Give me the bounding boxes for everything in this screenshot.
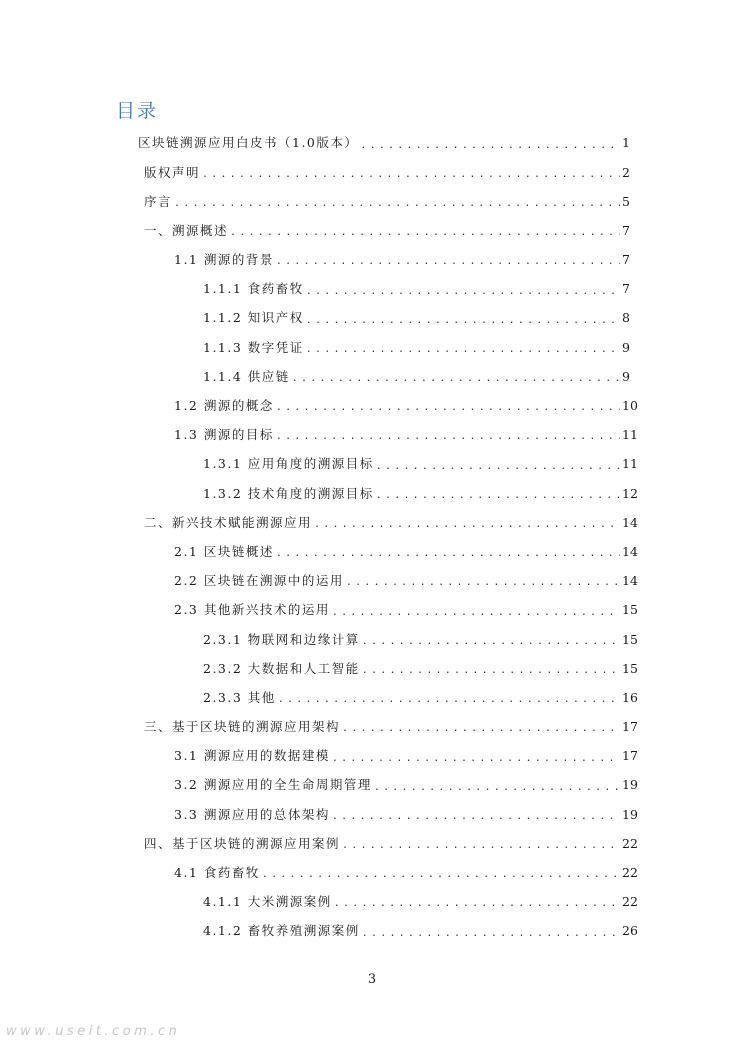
toc-entry[interactable] xyxy=(0,363,744,392)
toc-entry-page: 14 xyxy=(622,543,638,559)
toc-entry-page: 7 xyxy=(622,252,630,268)
toc-entry-page: 9 xyxy=(622,368,630,384)
toc-entry-page: 19 xyxy=(622,777,638,793)
toc-entry-page: 1 xyxy=(622,135,630,151)
toc-dot-leader xyxy=(306,316,620,326)
toc-entry-page: 7 xyxy=(622,222,630,238)
toc-entry-title: 版权声明 xyxy=(144,164,201,180)
toc-entry-title: 序言 xyxy=(144,193,173,209)
toc-entry-page: 11 xyxy=(622,456,638,472)
toc-entry-page: 22 xyxy=(622,894,638,910)
toc-entry-page: 5 xyxy=(622,193,630,209)
toc-entry[interactable] xyxy=(0,508,744,537)
toc-entry[interactable] xyxy=(0,917,744,946)
toc-dot-leader xyxy=(332,608,620,618)
toc-dot-leader xyxy=(276,403,620,413)
toc-entry-title: 区块链溯源应用白皮书（1.0版本） xyxy=(138,135,359,151)
toc-dot-leader xyxy=(314,520,620,530)
toc-entry-page: 17 xyxy=(622,719,638,735)
toc-dot-leader xyxy=(362,666,620,676)
toc-entry-title: 2.2 区块链在溯源中的运用 xyxy=(174,573,344,589)
toc-dot-leader xyxy=(374,783,620,793)
toc-dot-leader xyxy=(202,170,620,180)
toc-entry-page: 22 xyxy=(622,835,638,851)
toc-list xyxy=(0,129,744,946)
toc-entry-page: 22 xyxy=(622,865,638,881)
toc-entry[interactable] xyxy=(0,859,744,888)
toc-entry[interactable] xyxy=(0,217,744,246)
toc-entry[interactable] xyxy=(0,713,744,742)
toc-entry-page: 8 xyxy=(622,310,630,326)
toc-entry-page: 14 xyxy=(622,514,638,530)
toc-entry[interactable] xyxy=(0,187,744,216)
toc-entry-title: 4.1.1 大米溯源案例 xyxy=(203,894,332,910)
toc-entry-title: 4.1.2 畜牧养殖溯源案例 xyxy=(203,923,360,939)
toc-dot-leader xyxy=(262,870,620,880)
toc-dot-leader xyxy=(334,899,620,909)
toc-entry-page: 2 xyxy=(622,164,630,180)
toc-dot-leader xyxy=(276,257,620,267)
toc-entry-title: 2.3.2 大数据和人工智能 xyxy=(203,660,360,676)
toc-entry-page: 14 xyxy=(622,573,638,589)
toc-dot-leader xyxy=(278,695,620,705)
toc-dot-leader xyxy=(362,637,620,647)
toc-entry-title: 1.1.4 供应链 xyxy=(203,368,290,384)
toc-entry-page: 12 xyxy=(622,485,638,501)
toc-entry-page: 7 xyxy=(622,281,630,297)
toc-entry-page: 10 xyxy=(622,398,638,414)
toc-entry[interactable] xyxy=(0,830,744,859)
toc-entry-title: 一、溯源概述 xyxy=(144,222,229,238)
toc-dot-leader xyxy=(230,228,620,238)
toc-entry[interactable] xyxy=(0,654,744,683)
toc-dot-leader xyxy=(276,432,620,442)
toc-entry-title: 1.2 溯源的概念 xyxy=(174,398,274,414)
toc-dot-leader xyxy=(346,578,620,588)
toc-entry-page: 19 xyxy=(622,806,638,822)
toc-dot-leader xyxy=(376,491,620,501)
toc-entry-page: 17 xyxy=(622,748,638,764)
toc-entry[interactable] xyxy=(0,625,744,654)
toc-entry-page: 15 xyxy=(622,602,638,618)
toc-dot-leader xyxy=(306,345,620,355)
toc-entry-page: 26 xyxy=(622,923,638,939)
toc-entry[interactable] xyxy=(0,304,744,333)
toc-entry-title: 2.3 其他新兴技术的运用 xyxy=(174,602,330,618)
toc-dot-leader xyxy=(332,812,620,822)
toc-entry-title: 三、基于区块链的溯源应用架构 xyxy=(144,719,341,735)
toc-dot-leader xyxy=(342,724,620,734)
toc-entry-page: 15 xyxy=(622,660,638,676)
toc-entry[interactable] xyxy=(0,246,744,275)
toc-entry-title: 2.3.3 其他 xyxy=(203,689,276,705)
toc-entry[interactable] xyxy=(0,479,744,508)
toc-entry[interactable] xyxy=(0,333,744,362)
toc-entry-page: 9 xyxy=(622,339,630,355)
page-number: 3 xyxy=(367,972,377,987)
toc-entry[interactable] xyxy=(0,742,744,771)
toc-entry-title: 2.3.1 物联网和边缘计算 xyxy=(203,631,360,647)
toc-heading: 目录 xyxy=(116,100,159,122)
toc-entry-title: 2.1 区块链概述 xyxy=(174,543,274,559)
toc-entry[interactable] xyxy=(0,596,744,625)
toc-entry[interactable] xyxy=(0,275,744,304)
toc-dot-leader xyxy=(292,374,620,384)
toc-entry-title: 1.1.1 食药畜牧 xyxy=(203,281,304,297)
toc-entry[interactable] xyxy=(0,421,744,450)
toc-entry-title: 1.1 溯源的背景 xyxy=(174,252,274,268)
toc-dot-leader xyxy=(376,462,620,472)
toc-entry-page: 16 xyxy=(622,689,638,705)
toc-entry-title: 1.1.3 数字凭证 xyxy=(203,339,304,355)
toc-dot-leader xyxy=(362,929,620,939)
toc-entry[interactable] xyxy=(0,888,744,917)
toc-entry-title: 1.3 溯源的目标 xyxy=(174,427,274,443)
toc-entry-title: 1.3.2 技术角度的溯源目标 xyxy=(203,485,374,501)
toc-entry-title: 4.1 食药畜牧 xyxy=(174,865,260,881)
toc-entry[interactable] xyxy=(0,158,744,187)
toc-entry-title: 3.1 溯源应用的数据建模 xyxy=(174,748,330,764)
toc-entry-title: 四、基于区块链的溯源应用案例 xyxy=(144,835,341,851)
toc-entry[interactable] xyxy=(0,129,744,158)
toc-entry-title: 3.3 溯源应用的总体架构 xyxy=(174,806,330,822)
toc-entry-title: 二、新兴技术赋能溯源应用 xyxy=(144,514,313,530)
toc-dot-leader xyxy=(332,754,620,764)
toc-entry[interactable] xyxy=(0,771,744,800)
toc-dot-leader xyxy=(360,141,620,151)
toc-entry[interactable] xyxy=(0,567,744,596)
toc-entry[interactable] xyxy=(0,450,744,479)
toc-entry[interactable] xyxy=(0,392,744,421)
toc-entry[interactable] xyxy=(0,684,744,713)
toc-dot-leader xyxy=(306,287,620,297)
toc-entry[interactable] xyxy=(0,800,744,829)
toc-dot-leader xyxy=(342,841,620,851)
toc-dot-leader xyxy=(276,549,620,559)
toc-entry-title: 1.3.1 应用角度的溯源目标 xyxy=(203,456,374,472)
toc-entry[interactable] xyxy=(0,538,744,567)
toc-entry-page: 11 xyxy=(622,427,638,443)
toc-dot-leader xyxy=(174,199,620,209)
toc-entry-title: 1.1.2 知识产权 xyxy=(203,310,304,326)
watermark: www.useit.com.cn xyxy=(6,1024,181,1039)
toc-entry-title: 3.2 溯源应用的全生命周期管理 xyxy=(174,777,372,793)
toc-entry-page: 15 xyxy=(622,631,638,647)
